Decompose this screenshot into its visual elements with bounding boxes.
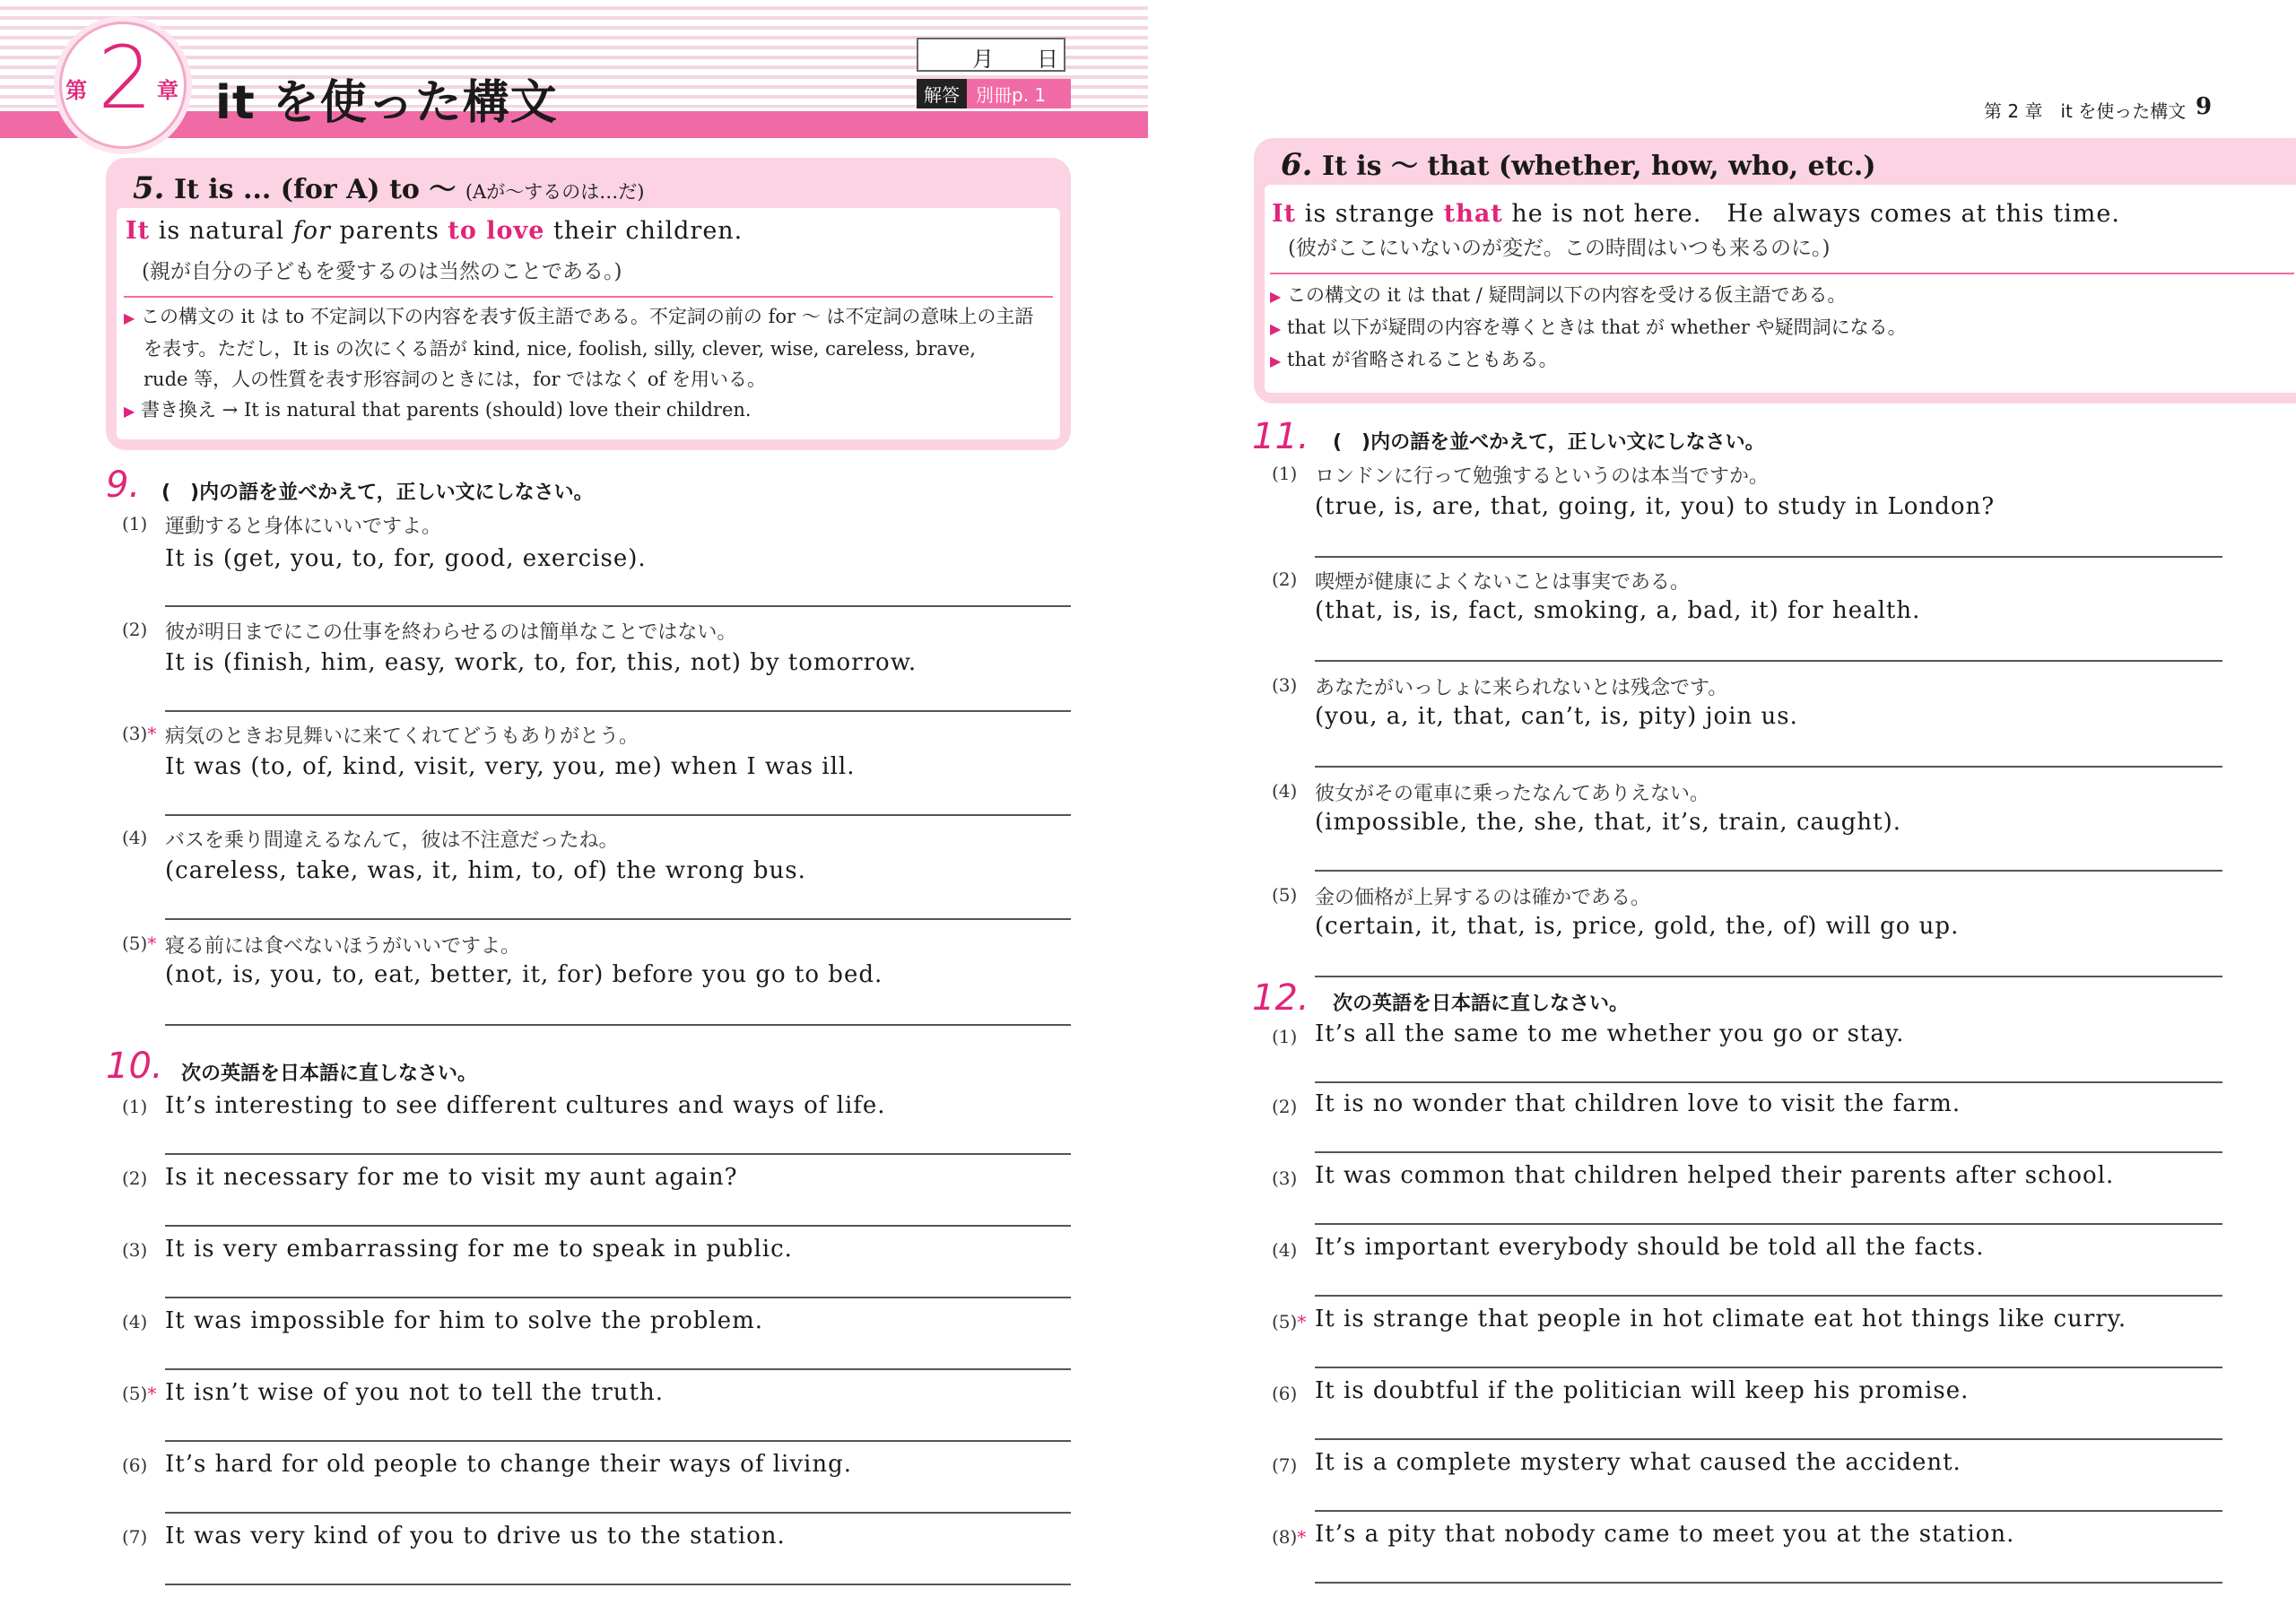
item-japanese: 彼女がその電車に乗ったなんてありえない。 — [1315, 783, 1710, 805]
chapter-prefix: 第 — [65, 78, 87, 103]
item-number: (6) — [122, 1454, 148, 1476]
item-number: (2) — [122, 619, 148, 640]
item-number: (2) — [1272, 568, 1298, 590]
item-number: (6) — [1272, 1383, 1298, 1404]
answer-line[interactable] — [1315, 766, 2222, 768]
item-japanese: 寝る前には食べないほうがいいですよ。 — [165, 935, 521, 958]
item-english: It is (get, you, to, for, good, exercise). — [165, 545, 647, 572]
item-number: (1) — [1272, 463, 1298, 484]
date-box[interactable] — [917, 38, 1065, 72]
item-number: (3) — [1272, 1167, 1298, 1189]
section-9-number: 9. — [106, 464, 141, 506]
grammar-5-divider — [124, 296, 1053, 298]
section-9-instruction: ( )内の語を並べかえて，正しい文にしなさい。 — [161, 482, 594, 504]
item-japanese: 運動すると身体にいいですよ。 — [165, 516, 442, 538]
answer-line[interactable] — [1315, 1295, 2222, 1297]
answer-line[interactable] — [1315, 556, 2222, 558]
item-japanese: 彼が明日までにこの仕事を終わらせるのは簡単なことではない。 — [165, 621, 737, 644]
date-month-label: 月 — [972, 47, 994, 72]
answer-line[interactable] — [1315, 1582, 2222, 1584]
answer-ref: 別冊p. 1 — [967, 79, 1071, 108]
item-number: (7) — [1272, 1454, 1298, 1476]
item-number: (5)* — [122, 933, 157, 954]
grammar-5-notes: ▶ この構文の it は to 不定詞以下の内容を表す仮主語である。不定詞の前の for ～ は不定詞の意味上の主語 を表す。ただし，It is の次にくる語が kind, nice, foolish, silly, clever, wise, careless, brave, rude 等，人の性質を表す形容詞のときには，for ではなく of を用いる。 ▶ 書き換え → It is natural that parents (should) love their children. — [124, 306, 1034, 421]
grammar-6-divider — [1270, 273, 2294, 274]
answer-line[interactable] — [1315, 1081, 2222, 1083]
answer-line[interactable] — [1315, 660, 2222, 662]
section-11-instruction: ( )内の語を並べかえて，正しい文にしなさい。 — [1333, 431, 1765, 454]
running-head: 第 2 章 it を使った構文 — [1984, 100, 2187, 122]
grammar-6-body — [1265, 185, 2296, 393]
answer-reference — [917, 79, 1071, 106]
item-number: (5)* — [122, 1383, 157, 1404]
page-number: 9 — [2196, 93, 2213, 120]
item-number: (5) — [1272, 884, 1298, 906]
answer-line[interactable] — [1315, 976, 2222, 977]
answer-label: 解答 — [917, 79, 967, 108]
answer-line[interactable] — [165, 1440, 1071, 1442]
answer-line[interactable] — [165, 1024, 1071, 1026]
item-number: (1) — [122, 1096, 148, 1117]
answer-line[interactable] — [1315, 1223, 2222, 1225]
item-number: (3)* — [122, 723, 157, 744]
item-number: (7) — [122, 1526, 148, 1548]
item-english: It’s hard for old people to change their ways of living. — [165, 1451, 852, 1478]
item-english: It is a complete mystery what caused the accident. — [1315, 1449, 1961, 1476]
item-english: It is no wonder that children love to visit the farm. — [1315, 1090, 1961, 1117]
chapter-title: it を使った構文 — [215, 76, 558, 130]
right-page — [1166, 0, 2296, 1623]
section-12-number: 12. — [1252, 977, 1309, 1019]
item-number: (5)* — [1272, 1311, 1307, 1332]
grammar-5-example-en: It is natural for parents to love their children. — [126, 217, 744, 245]
item-english: (you, a, it, that, can’t, is, pity) join us. — [1315, 703, 1798, 730]
item-number: (1) — [1272, 1026, 1298, 1047]
grammar-5-body — [117, 208, 1060, 439]
item-japanese: ロンドンに行って勉強するというのは本当ですか。 — [1315, 465, 1770, 488]
answer-line[interactable] — [165, 1512, 1071, 1514]
answer-line[interactable] — [1315, 1367, 2222, 1368]
answer-line[interactable] — [1315, 1151, 2222, 1153]
item-english: (not, is, you, to, eat, better, it, for) before you go to bed. — [165, 961, 883, 988]
item-number: (8)* — [1272, 1526, 1307, 1548]
grammar-5-example-jp: (親が自分の子どもを愛するのは当然のことである。) — [142, 260, 622, 283]
item-number: (3) — [1272, 674, 1298, 696]
grammar-6-notes: ▶ この構文の it は that / 疑問詞以下の内容を受ける仮主語である。 ▶ that 以下が疑問の内容を導くときは that が whether や疑問詞になる。 ▶ that が省略されることもある。 — [1270, 284, 1907, 370]
item-english: (impossible, the, she, that, it’s, train, caught). — [1315, 809, 1901, 836]
answer-line[interactable] — [1315, 1438, 2222, 1440]
item-number: (2) — [122, 1167, 148, 1189]
grammar-6-example-en: It is strange that he is not here. He always comes at this time. — [1272, 200, 2120, 228]
section-12-instruction: 次の英語を日本語に直しなさい。 — [1333, 993, 1630, 1015]
item-english: It was impossible for him to solve the problem. — [165, 1307, 764, 1334]
item-japanese: バスを乗り間違えるなんて，彼は不注意だったね。 — [165, 829, 619, 852]
item-english: It is strange that people in hot climate eat hot things like curry. — [1315, 1306, 2127, 1332]
date-day-label: 日 — [1037, 47, 1058, 72]
answer-line[interactable] — [165, 1368, 1071, 1370]
answer-line[interactable] — [1315, 870, 2222, 872]
item-number: (4) — [122, 1311, 148, 1332]
answer-line[interactable] — [165, 605, 1071, 607]
grammar-box-5 — [106, 158, 1071, 450]
item-english: (careless, take, was, it, him, to, of) the wrong bus. — [165, 857, 806, 884]
item-japanese: あなたがいっしょに来られないとは残念です。 — [1315, 677, 1728, 699]
item-english: It’s a pity that nobody came to meet you at the station. — [1315, 1521, 2015, 1548]
item-english: It isn’t wise of you not to tell the truth. — [165, 1379, 664, 1406]
section-10-instruction: 次の英語を日本語に直しなさい。 — [181, 1063, 478, 1085]
answer-line[interactable] — [165, 1153, 1071, 1155]
answer-line[interactable] — [165, 1297, 1071, 1298]
item-english: It’s interesting to see different cultures and ways of life. — [165, 1092, 886, 1119]
grammar-6-example-jp: (彼がここにいないのが変だ。この時間はいつも来るのに。) — [1288, 237, 1831, 260]
item-english: (that, is, is, fact, smoking, a, bad, it) for health. — [1315, 597, 1921, 624]
item-number: (2) — [1272, 1096, 1298, 1117]
grammar-6-title: 6. It is ～ that (whether, how, who, etc.) — [1281, 147, 1876, 183]
item-english: (certain, it, that, is, price, gold, the, of) will go up. — [1315, 913, 1960, 940]
answer-line[interactable] — [165, 918, 1071, 920]
item-english: It’s important everybody should be told all the facts. — [1315, 1234, 1985, 1261]
item-number: (4) — [1272, 1239, 1298, 1261]
item-english: It is very embarrassing for me to speak in public. — [165, 1236, 793, 1263]
item-japanese: 病気のときお見舞いに来てくれてどうもありがとう。 — [165, 725, 639, 748]
item-english: It was common that children helped their parents after school. — [1315, 1162, 2115, 1189]
item-japanese: 喫煙が健康によくないことは事実である。 — [1315, 571, 1691, 594]
item-english: It is (finish, him, easy, work, to, for, this, not) by tomorrow. — [165, 649, 918, 676]
answer-line[interactable] — [1315, 1510, 2222, 1512]
item-number: (1) — [122, 513, 148, 534]
item-japanese: 金の価格が上昇するのは確かである。 — [1315, 887, 1651, 909]
item-english: Is it necessary for me to visit my aunt again? — [165, 1164, 738, 1191]
grammar-5-title: 5. It is ... (for A) to ～ (Aが～するのは…だ) — [133, 170, 645, 206]
item-number: (4) — [122, 827, 148, 848]
answer-line[interactable] — [165, 814, 1071, 816]
answer-line[interactable] — [165, 710, 1071, 712]
item-english: It is doubtful if the politician will keep his promise. — [1315, 1377, 1970, 1404]
chapter-number: 2 — [98, 28, 153, 128]
item-english: (true, is, are, that, going, it, you) to study in London? — [1315, 493, 1996, 520]
item-number: (3) — [122, 1239, 148, 1261]
chapter-suffix: 章 — [157, 78, 178, 103]
section-11-number: 11. — [1252, 416, 1309, 457]
item-english: It was very kind of you to drive us to the station. — [165, 1523, 786, 1549]
answer-line[interactable] — [165, 1225, 1071, 1227]
section-10-number: 10. — [106, 1046, 163, 1087]
answer-line[interactable] — [165, 1584, 1071, 1585]
chapter-badge — [59, 22, 187, 149]
item-number: (4) — [1272, 780, 1298, 802]
grammar-box-6 — [1254, 138, 2296, 404]
item-english: It’s all the same to me whether you go or stay. — [1315, 1020, 1905, 1047]
item-english: It was (to, of, kind, visit, very, you, me) when I was ill. — [165, 753, 856, 780]
